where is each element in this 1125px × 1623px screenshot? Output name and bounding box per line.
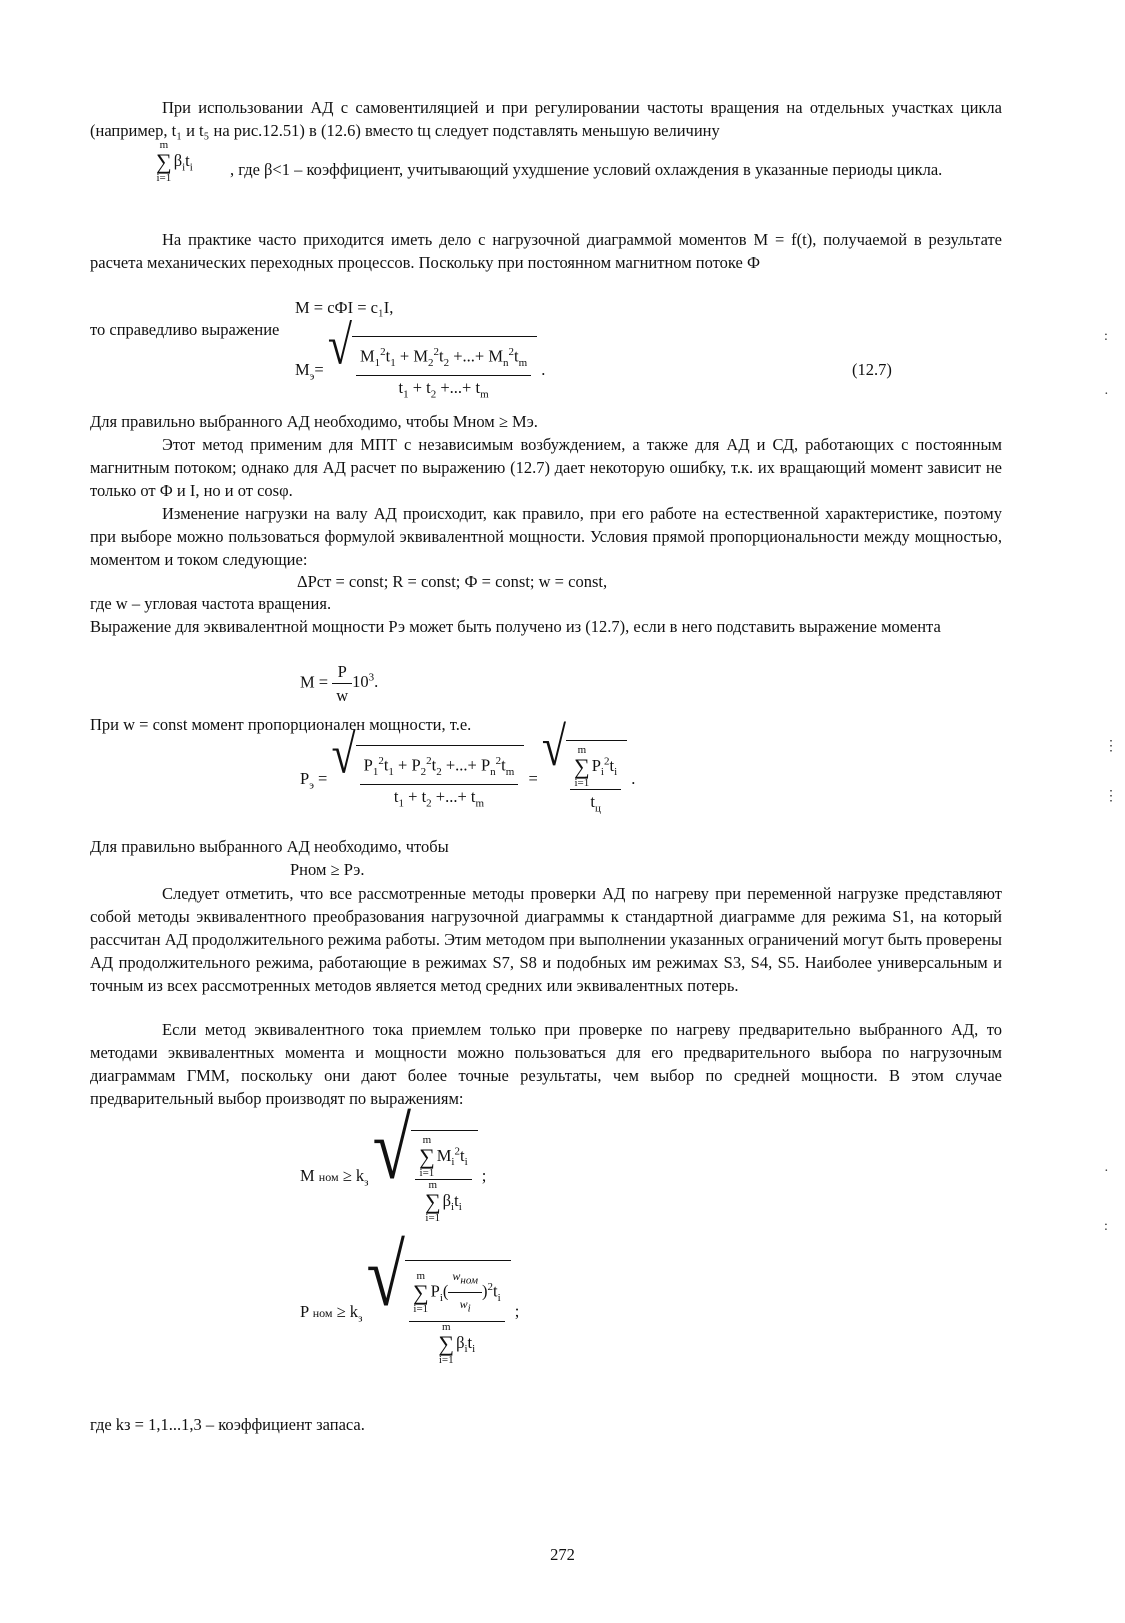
paragraph-12: Если метод эквивалентного тока приемлем только при проверке по нагреву предварительно выбранного АД, то методами эквивалентных момента и мощности можно пользоваться для его предварительного выбора по нагрузочным диаграммам ГММ, поскольку они дают более точные результаты, чем выбор по средней мощности. В этом случае предварительный выбор производят по выражениям: [90,1020,1002,1108]
paragraph-10: Для правильно выбранного АД необходимо, чтобы [90,837,449,856]
formula-pe: $Р_э$ = √ $\frac{P_1^2t_1 + P_2^2t_2 +...+ P_n^2t_m}{t_1 + t_2 +...+ t_m}$ = √ m ∑ i=1 $P_i^2t_i$ $t_ц$ . [300,740,635,820]
paragraph-1-text: При использовании АД с самовентиляцией и при регулировании частоты вращения на отдельных участках цикла (например, t₁ и t₅ на рис.12.51) в (12.6) вместо tц следует подставлять меньшую величину [90,98,1002,140]
paragraph-8: Выражение для эквивалентной мощности Рэ может быть получено из (12.7), если в него подставить выражение момента [90,617,941,636]
paragraph-11: Следует отметить, что все рассмотренные методы проверки АД по нагреву при переменной нагрузке представляют собой методы эквивалентного преобразования нагрузочной диаграммы к стандартной диаграмме для режима S1, на который рассчитан АД продолжительного режима работы. Этим методом при выполнении указанных ограничений могут быть проверены АД продолжительного режима, работающие в режимах S7, S8 и подобных им режимах S3, S4, S5. Наиболее универсальным и точным из всех рассмотренных методов является метод средних или эквивалентных потерь. [90,884,1002,995]
formula-m-cfi: М = сФI = с₁I, [295,298,394,317]
paragraph-9: При w = const момент пропорционален мощности, т.е. [90,715,472,734]
margin-mark: : [1104,329,1108,344]
formula-m-p-w: M = $\frac{P}{w}$ $10^3$. [300,662,379,705]
paragraph-13: где kз = 1,1...1,3 – коэффициент запаса. [90,1415,365,1434]
paragraph-5: Этот метод применим для МПТ с независимым возбуждением, а также для АД и СД, работающих с постоянным магнитным потоком; однако для АД расчет по выражению (12.7) дает некоторую ошибку, т.к. их вращающий момент зависит не только от Ф и I, но и от cosφ. [90,435,1002,500]
margin-mark: ⋮ [1104,739,1118,754]
paragraph-1 [90,96,1002,142]
paragraph-4: Для правильно выбранного АД необходимо, чтобы Мном ≥ Мэ. [90,412,538,431]
margin-mark: ⋮ [1104,789,1118,804]
paragraph-3: то справедливо выражение [90,320,280,339]
equation-number-12-7: (12.7) [852,360,892,379]
page-number: 272 [550,1545,575,1564]
formula-pnom-ge-pe: Рном ≥ Рэ. [290,860,365,879]
margin-mark: · [1104,387,1109,402]
paragraph-6: Изменение нагрузки на валу АД происходит, как правило, при его работе на естественной характеристике, поэтому при выборе можно пользоваться формулой эквивалентной мощности. Условия прямой пропорциональности между мощностью, моментом и током следующие: [90,504,1002,569]
paragraph-2: На практике часто приходится иметь дело с нагрузочной диаграммой моментов М = f(t), получаемой в результате расчета механических переходных процессов. Поскольку при постоянном магнитном потоке Ф [90,230,1002,272]
formula-pnom: P ном ≥ $k_з$ √ m ∑ i=1 $P_i$( $\frac{w_{ном}}{w_i}$ )$^2t_i$ m ∑ i=1 $\beta_it_i$ ; [300,1228,520,1366]
formula-mnom: M ном ≥ $k_з$ √ m ∑ i=1 $M_i^2t_i$ m ∑ i=1 $\beta_it_i$ ; [300,1101,487,1224]
formula-conditions: ΔРст = const; R = const; Ф = const; w = const, [297,572,608,591]
paragraph-1-tail: , где β<1 – коэффициент, учитывающий ухудшение условий охлаждения в указанные периоды цикла. [230,160,943,179]
margin-mark: · [1104,1164,1109,1179]
paragraph-7: где w – угловая частота вращения. [90,594,332,613]
sum-beta-formula: m ∑ i=1 $\beta_it_i$ [156,139,193,184]
margin-mark: : [1104,1219,1108,1234]
formula-12-7: $М_э=$ √ $\frac{M_1^2t_1 + M_2^2t_2 +...+ M_n^2t_m}{t_1 + t_2 +...+ t_m}$ . [295,336,545,406]
